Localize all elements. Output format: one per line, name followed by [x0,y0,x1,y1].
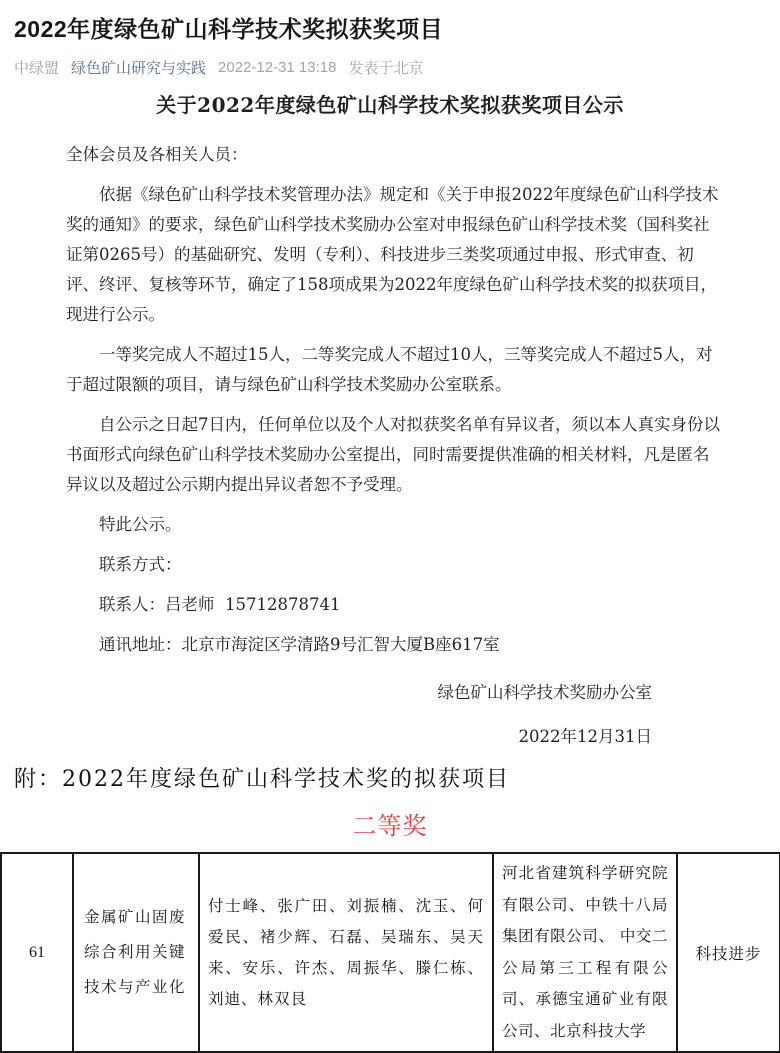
paragraph-objection: 自公示之日起7日内，任何单位以及个人对拟获奖名单有异议者，须以本人真实身份以书面形式向绿色矿山科学技术奖励办公室提出，同时需要提供准确的相关材料，凡是匿名异议以及超过公示期内提出异议者恕不予受理。 [66,415,720,494]
paragraph-basis: 依据《绿色矿山科学技术奖管理办法》规定和《关于申报2022年度绿色矿山科学技术奖的通知》的要求，绿色矿山科学技术奖励办公室对申报绿色矿山科学技术奖（国科奖社证第0265号）的基础研究、发明（专利）、科技进步三类奖项通过申报、形式审查、初评、终评、复核等环节，确定了158项成果为2022年度绿色矿山科学技术奖的拟获项目，现进行公示。 [66,185,719,324]
article-title: 2022年度绿色矿山科学技术奖拟获奖项目 [14,16,444,42]
cell-contributors: 付士峰、张广田、刘振楠、沈玉、何爱民、褚少辉、石磊、吴瑞东、吴天来、安乐、许杰、周振华、滕仁栋、刘迪、林双艮 [199,853,493,1052]
cell-organizations: 河北省建筑科学研究院有限公司、中铁十八局集团有限公司、 中交二公局第三工程有限公司、承德宝通矿业有限公司、北京科技大学 [493,853,677,1052]
paragraph-limits: 一等奖完成人不超过15人，二等奖完成人不超过10人，三等奖完成人不超过5人，对于超过限额的项目，请与绿色矿山科学技术奖励办公室联系。 [66,345,713,394]
contact-title: 联系方式： [99,555,182,574]
table-row [1,853,780,1052]
document-heading: 关于2022年度绿色矿山科学技术奖拟获奖项目公示 [156,93,624,117]
award-level-label: 二等奖 [352,812,428,840]
attachment-heading: 附：2022年度绿色矿山科学技术奖的拟获项目 [14,767,510,792]
article-meta [14,57,764,78]
cell-award-category: 科技进步 [677,853,780,1052]
announcement-document [0,92,780,752]
award-table [0,852,780,1053]
contact-address: 通讯地址：北京市海淀区学清路9号汇智大厦B座617室 [99,635,500,654]
closing-line: 特此公示。 [99,515,182,534]
author-name: 中绿盟 [14,60,60,77]
publish-location: 发表于北京 [348,60,424,77]
document-body [0,118,780,752]
account-link[interactable]: 绿色矿山研究与实践 [71,60,207,77]
article-header [0,0,780,78]
publish-time: 2022-12-31 13:18 [218,59,337,76]
salutation: 全体会员及各相关人员： [66,145,248,164]
signature-date: 2022年12月31日 [518,727,652,746]
cell-project-number: 61 [1,853,73,1052]
signature-office: 绿色矿山科学技术奖励办公室 [437,683,652,702]
contact-person: 联系人：吕老师 15712878741 [99,595,341,614]
cell-project-name: 金属矿山固废综合利用关键技术与产业化 [73,853,199,1052]
